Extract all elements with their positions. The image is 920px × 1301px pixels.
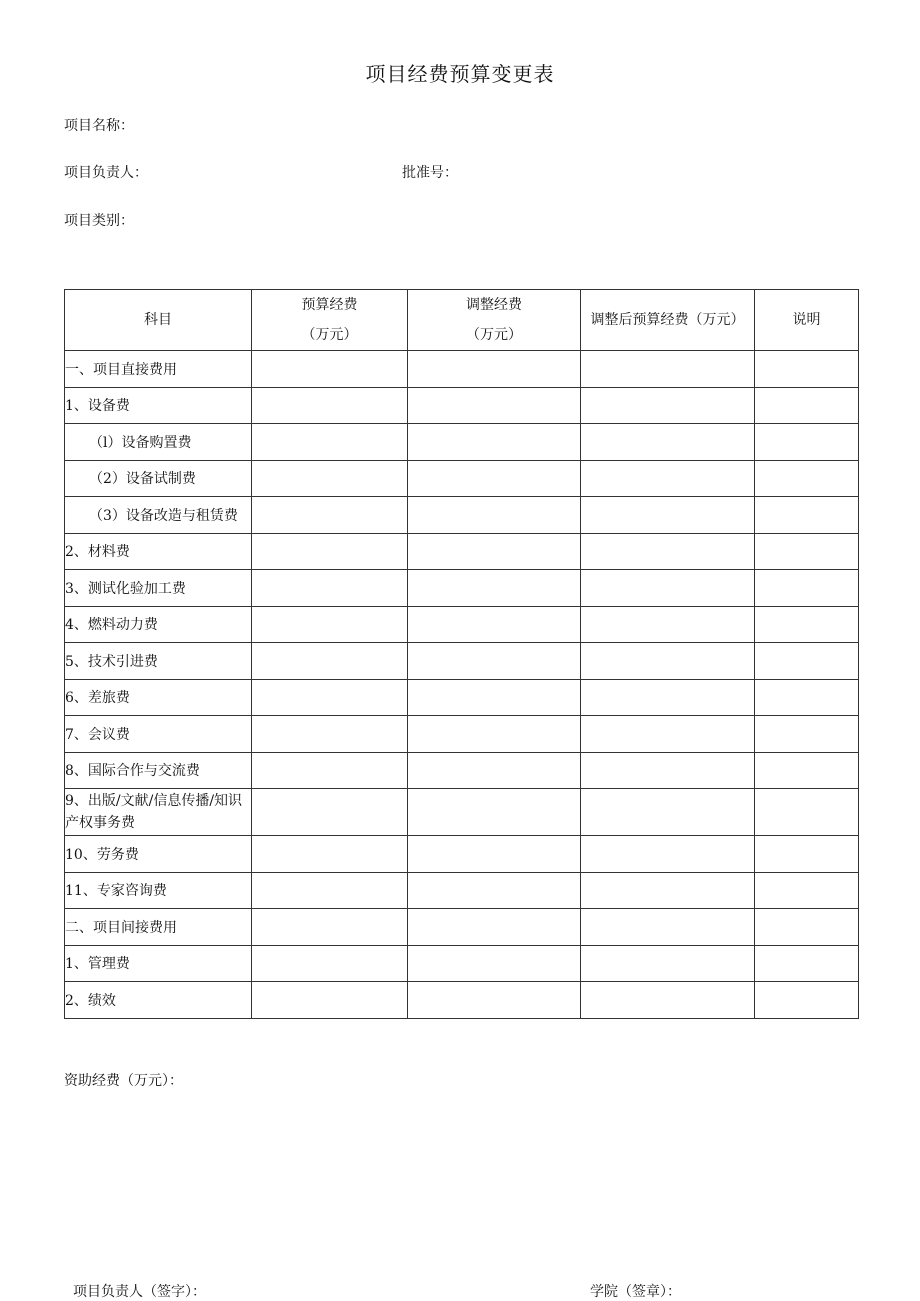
note-cell[interactable] [755,836,859,873]
adjustment-cell[interactable] [408,497,581,534]
adjusted-budget-cell[interactable] [581,752,755,789]
table-row [65,836,859,873]
budget-cell[interactable] [252,424,408,461]
adjusted-budget-cell[interactable] [581,716,755,753]
note-cell[interactable] [755,752,859,789]
row-subject: （2）设备试制费 [65,460,252,497]
page-title: 项目经费预算变更表 [365,62,555,86]
row-subject: 10、劳务费 [65,836,252,873]
adjusted-budget-cell[interactable] [581,606,755,643]
table-row [65,570,859,607]
adjusted-budget-cell[interactable] [581,387,755,424]
adjustment-cell[interactable] [408,716,581,753]
note-cell[interactable] [755,497,859,534]
row-subject: 9、出版/文献/信息传播/知识产权事务费 [65,789,252,836]
project-leader-label: 项目负责人： [64,165,148,181]
table-row [65,716,859,753]
row-subject: 3、测试化验加工费 [65,570,252,607]
funding-label: 资助经费（万元）： [64,1073,183,1089]
table-header-row [65,290,859,351]
row-subject: 11、专家咨询费 [65,872,252,909]
adjusted-budget-cell[interactable] [581,789,755,836]
adjusted-budget-cell[interactable] [581,679,755,716]
adjusted-budget-cell[interactable] [581,460,755,497]
note-cell[interactable] [755,872,859,909]
adjustment-cell[interactable] [408,836,581,873]
adjustment-cell[interactable] [408,789,581,836]
note-cell[interactable] [755,351,859,388]
adjustment-cell[interactable] [408,945,581,982]
note-cell[interactable] [755,533,859,570]
row-subject: 1、管理费 [65,945,252,982]
note-cell[interactable] [755,606,859,643]
budget-cell[interactable] [252,533,408,570]
row-subject: 二、项目间接费用 [65,909,252,946]
row-subject: 6、差旅费 [65,679,252,716]
budget-change-table [64,289,859,1019]
row-subject: 1、设备费 [65,387,252,424]
table-row [65,909,859,946]
adjusted-budget-cell[interactable] [581,643,755,680]
note-cell[interactable] [755,387,859,424]
row-subject: 7、会议费 [65,716,252,753]
budget-cell[interactable] [252,945,408,982]
note-cell[interactable] [755,716,859,753]
adjusted-budget-cell[interactable] [581,424,755,461]
row-subject: 2、绩效 [65,982,252,1019]
adjustment-cell[interactable] [408,982,581,1019]
adjusted-budget-cell[interactable] [581,533,755,570]
header-budget [252,290,408,351]
note-cell[interactable] [755,982,859,1019]
table-row [65,679,859,716]
table-row [65,606,859,643]
adjusted-budget-cell[interactable] [581,872,755,909]
note-cell[interactable] [755,570,859,607]
budget-cell[interactable] [252,836,408,873]
budget-cell[interactable] [252,789,408,836]
row-subject: 5、技术引进费 [65,643,252,680]
budget-cell[interactable] [252,497,408,534]
leader-signature-label: 项目负责人（签字）： [73,1284,206,1300]
budget-cell[interactable] [252,643,408,680]
note-cell[interactable] [755,643,859,680]
budget-cell[interactable] [252,679,408,716]
row-subject: 8、国际合作与交流费 [65,752,252,789]
header-budget-line1: 预算经费 [301,297,358,313]
table-row [65,752,859,789]
note-cell[interactable] [755,679,859,716]
table-row [65,387,859,424]
adjustment-cell[interactable] [408,533,581,570]
adjustment-cell[interactable] [408,606,581,643]
approval-number-label: 批准号： [402,165,458,181]
adjustment-cell[interactable] [408,460,581,497]
header-budget-line2: （万元） [301,327,358,343]
table-row [65,945,859,982]
budget-cell[interactable] [252,909,408,946]
note-cell[interactable] [755,909,859,946]
table-row [65,872,859,909]
table-row [65,460,859,497]
header-adjustment [408,290,581,351]
table-row [65,424,859,461]
adjusted-budget-cell[interactable] [581,909,755,946]
table-row [65,533,859,570]
budget-cell[interactable] [252,387,408,424]
row-subject: （3）设备改造与租赁费 [65,497,252,534]
table-body [65,351,859,1019]
table-row [65,982,859,1019]
adjusted-budget-cell[interactable] [581,570,755,607]
adjustment-cell[interactable] [408,752,581,789]
adjusted-budget-cell[interactable] [581,982,755,1019]
row-subject: （l）设备购置费 [65,424,252,461]
table-row [65,497,859,534]
budget-cell[interactable] [252,570,408,607]
note-cell[interactable] [755,460,859,497]
note-cell[interactable] [755,424,859,461]
budget-cell[interactable] [252,716,408,753]
adjustment-cell[interactable] [408,387,581,424]
budget-cell[interactable] [252,460,408,497]
adjusted-budget-cell[interactable] [581,836,755,873]
project-category-label: 项目类别： [64,213,134,229]
note-cell[interactable] [755,945,859,982]
header-subject: 科目 [65,290,252,351]
adjustment-cell[interactable] [408,570,581,607]
budget-cell[interactable] [252,606,408,643]
college-seal-label: 学院（签章）： [590,1284,681,1300]
budget-cell[interactable] [252,752,408,789]
adjustment-cell[interactable] [408,679,581,716]
adjustment-cell[interactable] [408,643,581,680]
adjustment-cell[interactable] [408,351,581,388]
adjustment-cell[interactable] [408,424,581,461]
adjusted-budget-cell[interactable] [581,497,755,534]
note-cell[interactable] [755,789,859,836]
table-row [65,789,859,836]
budget-cell[interactable] [252,872,408,909]
header-adjust-line1: 调整经费 [466,297,522,313]
header-adjusted-budget: 调整后预算经费（万元） [581,290,755,351]
table-row [65,351,859,388]
adjustment-cell[interactable] [408,872,581,909]
adjustment-cell[interactable] [408,909,581,946]
table-row [65,643,859,680]
header-note: 说明 [755,290,859,351]
adjusted-budget-cell[interactable] [581,945,755,982]
header-adjust-line2: （万元） [466,327,522,343]
adjusted-budget-cell[interactable] [581,351,755,388]
budget-cell[interactable] [252,982,408,1019]
row-subject: 4、燃料动力费 [65,606,252,643]
budget-cell[interactable] [252,351,408,388]
project-name-label: 项目名称： [64,118,134,134]
row-subject: 一、项目直接费用 [65,351,252,388]
row-subject: 2、材料费 [65,533,252,570]
